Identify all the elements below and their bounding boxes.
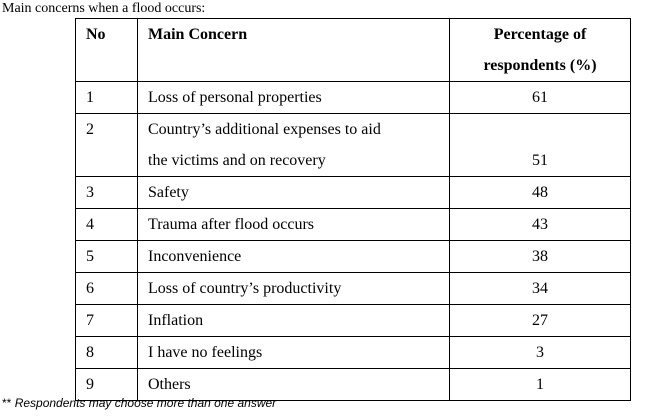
row-concern: Others bbox=[138, 369, 450, 401]
row-concern: Inconvenience bbox=[138, 241, 450, 273]
row-number: 1 bbox=[76, 82, 138, 114]
header-percentage bbox=[450, 19, 631, 82]
row-concern-line1: Country’s additional expenses to aid bbox=[148, 121, 381, 138]
table-caption: Main concerns when a flood occurs: bbox=[2, 1, 206, 16]
row-concern: Loss of country’s productivity bbox=[138, 273, 450, 305]
table-row bbox=[76, 241, 631, 273]
row-number: 2 bbox=[76, 114, 138, 177]
footnote-stars: ** bbox=[2, 396, 12, 410]
row-percentage: 3 bbox=[450, 337, 631, 369]
row-concern: I have no feelings bbox=[138, 337, 450, 369]
row-percentage: 48 bbox=[450, 177, 631, 209]
table-row bbox=[76, 209, 631, 241]
footnote-text: Respondents may choose more than one answer bbox=[14, 396, 277, 410]
row-number: 4 bbox=[76, 209, 138, 241]
row-percentage: 61 bbox=[450, 82, 631, 114]
row-number: 5 bbox=[76, 241, 138, 273]
flood-concerns-table bbox=[75, 18, 631, 401]
row-concern bbox=[138, 114, 450, 177]
row-percentage: 43 bbox=[450, 209, 631, 241]
row-concern: Inflation bbox=[138, 305, 450, 337]
table-row bbox=[76, 177, 631, 209]
table-row bbox=[76, 114, 631, 177]
table-row bbox=[76, 305, 631, 337]
row-number: 8 bbox=[76, 337, 138, 369]
header-percentage-line1: Percentage of bbox=[493, 26, 587, 43]
table-header-row bbox=[76, 19, 631, 82]
row-concern: Trauma after flood occurs bbox=[138, 209, 450, 241]
row-concern-line2: the victims and on recovery bbox=[148, 152, 326, 169]
table-row bbox=[76, 273, 631, 305]
row-concern: Loss of personal properties bbox=[138, 82, 450, 114]
header-percentage-line2: respondents (%) bbox=[483, 57, 597, 74]
row-percentage: 1 bbox=[450, 369, 631, 401]
row-concern: Safety bbox=[138, 177, 450, 209]
table-row bbox=[76, 82, 631, 114]
footnote bbox=[2, 395, 276, 411]
row-number: 9 bbox=[76, 369, 138, 401]
row-number: 7 bbox=[76, 305, 138, 337]
row-percentage: 34 bbox=[450, 273, 631, 305]
row-number: 6 bbox=[76, 273, 138, 305]
row-percentage: 38 bbox=[450, 241, 631, 273]
table-row bbox=[76, 337, 631, 369]
row-percentage: 51 bbox=[450, 114, 631, 177]
row-percentage: 27 bbox=[450, 305, 631, 337]
header-no: No bbox=[76, 19, 138, 82]
row-number: 3 bbox=[76, 177, 138, 209]
header-main-concern: Main Concern bbox=[138, 19, 450, 82]
